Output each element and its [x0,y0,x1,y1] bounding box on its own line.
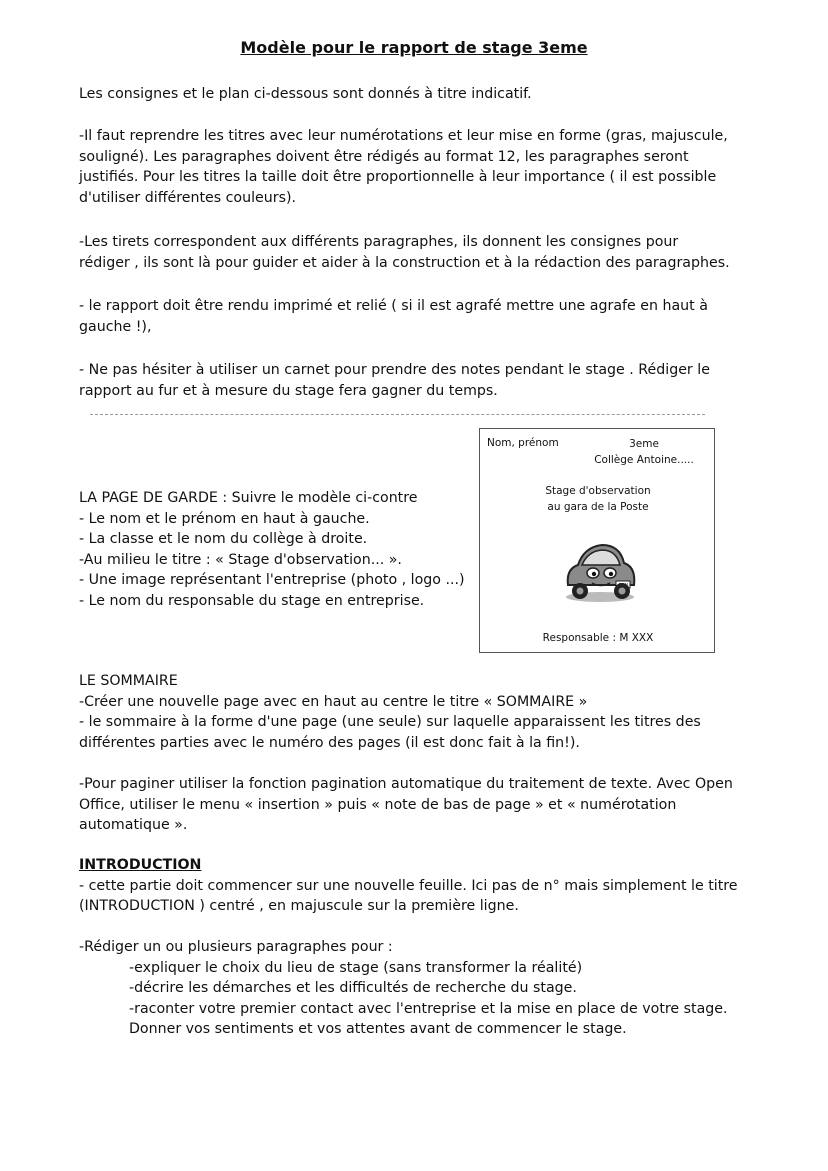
cover-stage-line: au gara de la Poste [547,501,649,513]
text-line: souligné). Les paragraphes doivent être rédigés au format 12, les paragraphes seront [79,148,689,165]
intro-paragraph-5 [79,360,759,401]
list-item: - Le nom et le prénom en haut à gauche. [79,510,370,527]
list-item: -Au milieu le titre : « Stage d'observation... ». [79,551,402,568]
pagination-paragraph [79,774,759,836]
list-item: -Créer une nouvelle page avec en haut au centre le titre « SOMMAIRE » [79,693,588,710]
cover-college: Collège Antoine..... [594,454,694,466]
car-illustration-icon [560,529,640,609]
sommaire-section [79,671,759,753]
text-line: -Il faut reprendre les titres avec leur numérotations et leur mise en forme (gras, majuscule, [79,128,728,144]
list-item: - Une image représentant l'entreprise (photo , logo ...) [79,572,465,589]
text-line: Office, utiliser le menu « insertion » puis « note de bas de page » et « numérotation [79,796,677,813]
intro-paragraph-4 [79,296,759,337]
text-line: - Ne pas hésiter à utiliser un carnet pour prendre des notes pendant le stage . Rédiger le [79,362,710,378]
text-line: différentes parties avec le numéro des pages (il est donc fait à la fin!). [79,734,580,751]
text-line: rapport au fur et à mesure du stage fera gagner du temps. [79,382,498,399]
text-line: -Rédiger un ou plusieurs paragraphes pour : [79,939,393,955]
cover-responsable: Responsable : M XXX [542,632,654,645]
list-item: - La classe et le nom du collège à droite. [79,531,368,548]
list-item: -expliquer le choix du lieu de stage (sans transformer la réalité) [129,959,583,976]
text-line: -Pour paginer utiliser la fonction pagination automatique du traitement de texte. Avec Open [79,776,733,792]
page-de-garde-section [79,488,469,612]
section-heading: INTRODUCTION [79,857,202,873]
text-line: - le rapport doit être rendu imprimé et relié ( si il est agrafé mettre une agrafe en haut à [79,298,708,314]
text-line: - le sommaire à la forme d'une page (une seule) sur laquelle apparaissent les titres des [79,714,701,731]
document-title: Modèle pour le rapport de stage 3eme [240,38,588,57]
text-line: d'utiliser différentes couleurs). [79,189,297,206]
text-line: -Les tirets correspondent aux différents paragraphes, ils donnent les consignes pour [79,234,679,250]
cover-page-example [479,428,715,653]
section-heading: LE SOMMAIRE [79,673,178,689]
dashed-divider [90,414,705,415]
text-line: justifiés. Pour les titres la taille doit être proportionnelle à leur importance ( il est possible [79,169,717,186]
introduction-section [79,855,759,917]
text-line: rédiger , ils sont là pour guider et aider à la construction et à la rédaction des paragraphes. [79,254,730,271]
intro-paragraph-3 [79,232,759,273]
list-item: -décrire les démarches et les difficultés de recherche du stage. [129,980,577,997]
text-line: Donner vos sentiments et vos attentes avant de commencer le stage. [129,1021,627,1038]
cover-stage-line: Stage d'observation [545,485,651,497]
intro-paragraph-2 [79,126,759,208]
cover-class-college [584,436,704,468]
text-line: (INTRODUCTION ) centré , en majuscule sur la première ligne. [79,898,519,915]
text-line: gauche !), [79,318,152,335]
cover-name: Nom, prénom [487,437,559,449]
cover-stage-title [480,483,716,515]
list-item: -raconter votre premier contact avec l'entreprise et la mise en place de votre stage. [129,1000,728,1017]
list-item: - Le nom du responsable du stage en entreprise. [79,592,425,609]
text-line: - cette partie doit commencer sur une nouvelle feuille. Ici pas de n° mais simplement le titre [79,877,738,894]
text-line: Les consignes et le plan ci-dessous sont donnés à titre indicatif. [79,86,532,102]
intro-paragraph-1 [79,84,759,105]
text-line: automatique ». [79,817,188,834]
introduction-instructions [79,937,759,1040]
section-heading: LA PAGE DE GARDE : Suivre le modèle ci-contre [79,490,418,506]
cover-grade: 3eme [629,438,659,450]
